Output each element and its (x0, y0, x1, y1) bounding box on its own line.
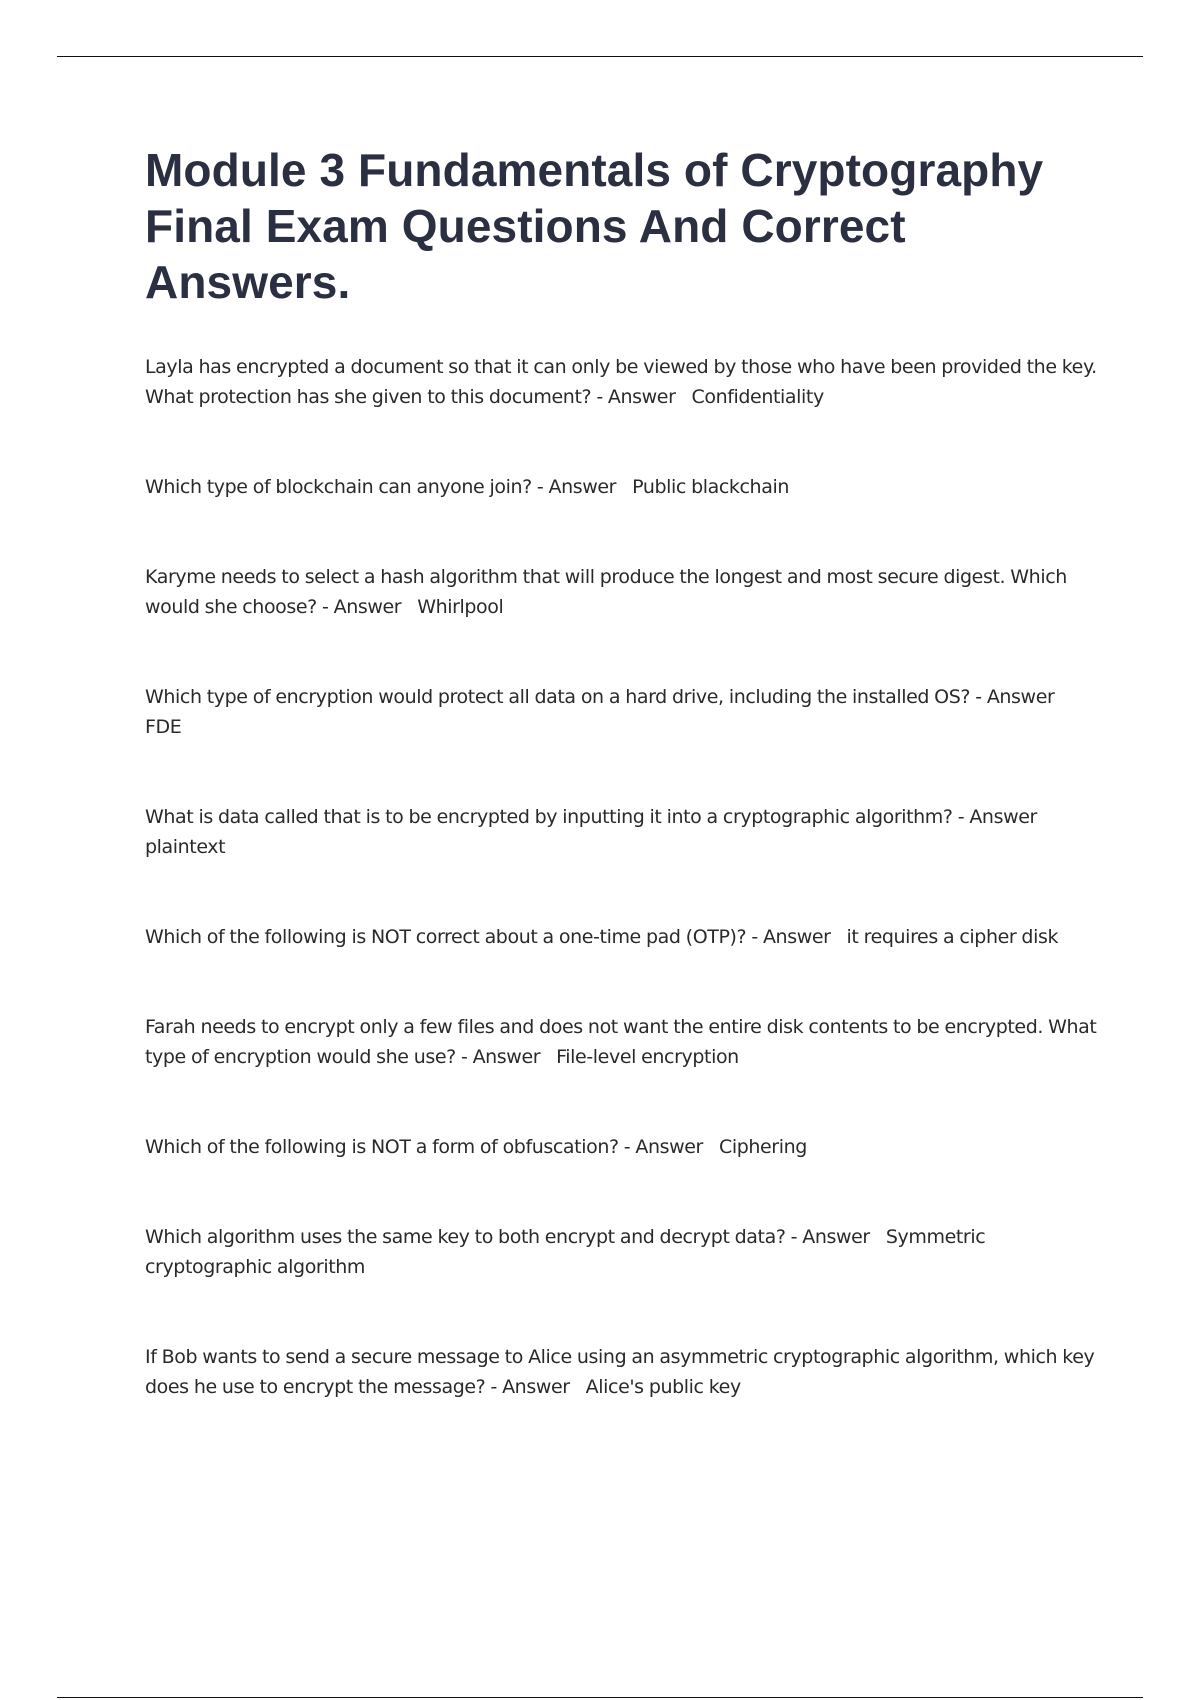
qa-answer: Ciphering (718, 1136, 807, 1158)
qa-answer: Symmetric cryptographic algorithm (145, 1226, 986, 1278)
qa-answer: plaintext (145, 836, 226, 858)
qa-question: Which of the following is NOT a form of obfuscation? - Answer (145, 1136, 703, 1158)
qa-answer: File-level encryption (556, 1046, 739, 1068)
qa-question: Farah needs to encrypt only a few files and does not want the entire disk contents to be encrypted. What type of encryption would she use? - Answer (145, 1016, 1097, 1068)
qa-question: Which type of blockchain can anyone join? - Answer (145, 476, 617, 498)
qa-item (145, 922, 1105, 952)
qa-item (145, 472, 1105, 502)
qa-item (145, 1342, 1105, 1402)
qa-item (145, 1222, 1105, 1282)
document-title: Module 3 Fundamentals of Cryptography Final Exam Questions And Correct Answers. (145, 144, 1044, 308)
top-divider (57, 56, 1143, 57)
qa-answer: Alice's public key (585, 1376, 741, 1398)
qa-item (145, 1132, 1105, 1162)
qa-question: If Bob wants to send a secure message to Alice using an asymmetric cryptographic algorithm, which key does he use to encrypt the message? - Answer (145, 1346, 1095, 1398)
qa-answer: FDE (145, 716, 182, 738)
qa-item (145, 1012, 1105, 1072)
qa-question: Which type of encryption would protect all data on a hard drive, including the installed OS? - Answer (145, 686, 1055, 708)
qa-answer: Whirlpool (417, 596, 504, 618)
qa-question: What is data called that is to be encrypted by inputting it into a cryptographic algorithm? - Answer (145, 806, 1037, 828)
qa-answer: it requires a cipher disk (846, 926, 1059, 948)
qa-answer: Confidentiality (691, 386, 824, 408)
qa-item (145, 352, 1105, 412)
qa-question: Layla has encrypted a document so that it can only be viewed by those who have been provided the key. What protection has she given to this document? - Answer (145, 356, 1097, 408)
qa-question: Which algorithm uses the same key to both encrypt and decrypt data? - Answer (145, 1226, 870, 1248)
qa-item (145, 802, 1105, 862)
qa-question: Karyme needs to select a hash algorithm that will produce the longest and most secure digest. Which would she choose? - Answer (145, 566, 1067, 618)
qa-item (145, 682, 1105, 742)
qa-list (145, 352, 1105, 1402)
document-body (145, 142, 1105, 1402)
bottom-divider (57, 1697, 1143, 1698)
qa-answer: Public blackchain (632, 476, 789, 498)
qa-question: Which of the following is NOT correct about a one-time pad (OTP)? - Answer (145, 926, 831, 948)
qa-item (145, 562, 1105, 622)
